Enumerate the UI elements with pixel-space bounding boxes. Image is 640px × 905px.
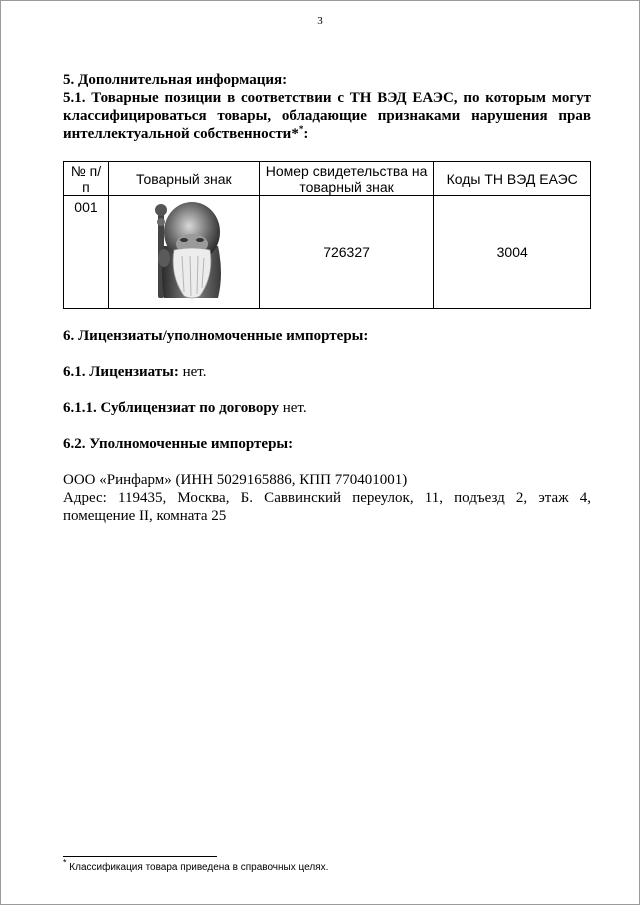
- importer-address: Адрес: 119435, Москва, Б. Саввинский переулок, 11, подъезд 2, этаж 4, помещение II, комната 25: [63, 490, 591, 524]
- importer-name: ООО «Ринфарм» (ИНН 5029165886, КПП 770401001): [63, 472, 408, 488]
- section-6-title: 6. Лицензиаты/уполномоченные импортеры:: [63, 328, 369, 344]
- customs-code: 3004: [434, 196, 591, 309]
- page-number: 3: [317, 15, 323, 27]
- licensees-line: [63, 363, 591, 381]
- footnote-text: Классификация товара приведена в справочных целях.: [69, 862, 329, 873]
- section-5-1-heading: [63, 89, 591, 143]
- elder-figurine-image: [134, 196, 234, 304]
- table-row: [64, 196, 591, 309]
- table-header-row: [64, 162, 591, 196]
- section-5-1-colon: :: [303, 126, 309, 142]
- row-number: 001: [64, 196, 109, 309]
- section-5-title: 5. Дополнительная информация:: [63, 72, 288, 88]
- header-codes: Коды ТН ВЭД ЕАЭС: [434, 162, 591, 196]
- footnote-ref: *: [298, 124, 304, 134]
- header-number: № п/п: [64, 162, 109, 196]
- page-content: [63, 71, 591, 525]
- footnote: [63, 857, 329, 873]
- header-trademark: Товарный знак: [108, 162, 259, 196]
- importers-title: 6.2. Уполномоченные импортеры:: [63, 436, 294, 452]
- sublicensee-value: нет.: [282, 400, 307, 416]
- footnote-mark: *: [63, 857, 67, 868]
- sublicensee-label: 6.1.1. Сублицензиат по договору: [63, 400, 279, 416]
- certificate-number: 726327: [259, 196, 434, 309]
- licensees-label: 6.1. Лицензиаты:: [63, 364, 179, 380]
- trademark-table: [63, 161, 591, 309]
- header-certificate: Номер свидетельства на товарный знак: [259, 162, 434, 196]
- licensees-value: нет.: [182, 364, 207, 380]
- sublicensee-line: [63, 399, 591, 417]
- section-5-1-text: 5.1. Товарные позиции в соответствии с ТН ВЭД ЕАЭС, по которым могут классифицироваться товары, обладающие признаками нарушения прав интеллектуальной собственности*: [63, 90, 591, 142]
- trademark-cell: [108, 196, 259, 309]
- footnote-divider: [63, 856, 217, 857]
